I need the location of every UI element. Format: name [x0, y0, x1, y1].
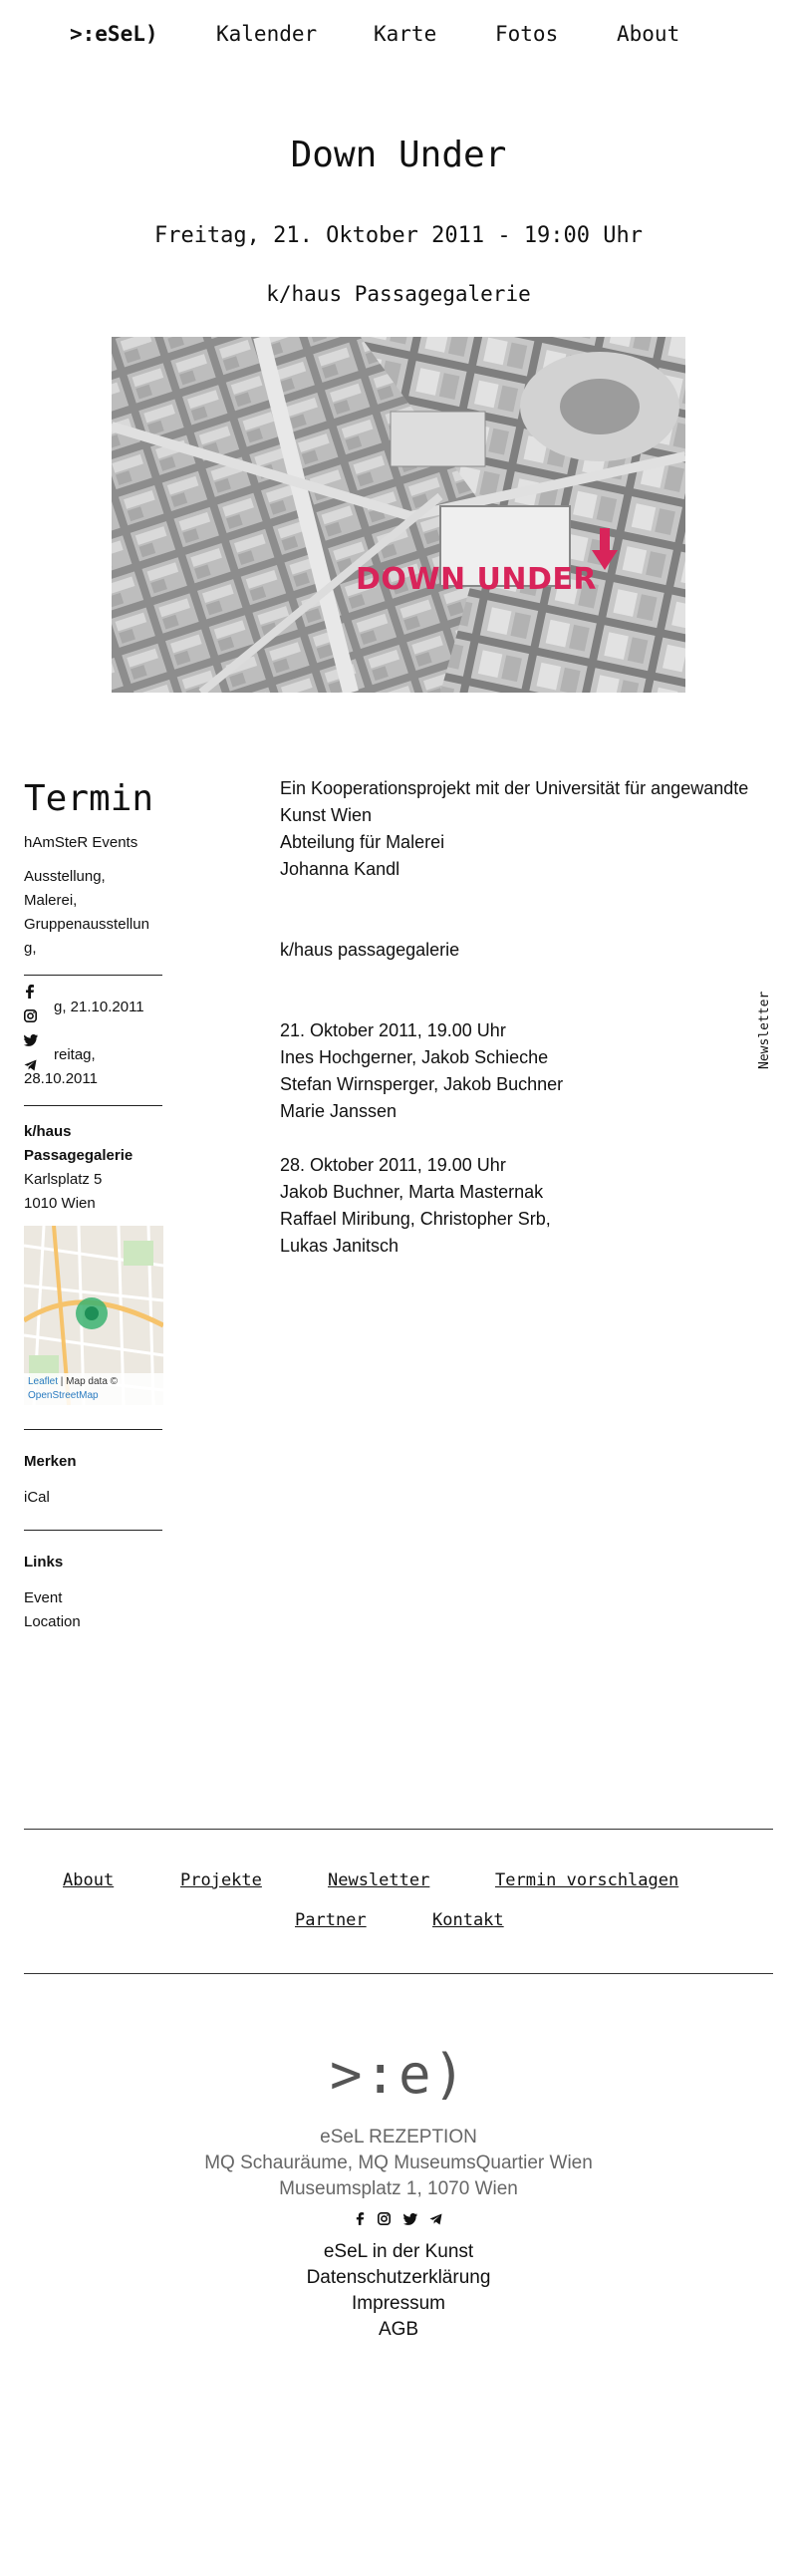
divider [24, 1429, 162, 1430]
intro-line: Kunst Wien [280, 805, 373, 825]
nav-karte[interactable]: Karte [374, 22, 437, 46]
event-datetime: Freitag, 21. Oktober 2011 - 19:00 Uhr [153, 223, 644, 248]
footer-link-datenschutz[interactable]: Datenschutzerklärung [306, 2267, 491, 2288]
opening-1-date: 21. Oktober 2011, 19.00 Uhr [280, 1020, 506, 1040]
date-start: g, 21.10.2011 [54, 999, 144, 1015]
opening-2-artists: Jakob Buchner, Marta Masternak [280, 1182, 544, 1202]
footer-divider-bottom [24, 1973, 773, 1974]
footer-address [0, 2125, 797, 2202]
footer-social-icons [0, 2212, 797, 2230]
opening-1-artists: Ines Hochgerner, Jakob Schieche [280, 1047, 549, 1067]
opening-2-date: 28. Oktober 2011, 19.00 Uhr [280, 1155, 506, 1175]
category-item[interactable]: Gruppenausstellun [24, 916, 149, 933]
footer-divider-top [24, 1829, 773, 1830]
opening-2-artists: Raffael Miribung, Christopher Srb, [280, 1209, 551, 1229]
facebook-icon[interactable] [355, 2212, 366, 2228]
intro-line: Abteilung für Malerei [280, 832, 445, 852]
footer-link-agb[interactable]: AGB [378, 2319, 419, 2340]
event-description [280, 775, 778, 1260]
intro-line: Johanna Kandl [280, 859, 400, 879]
footer-logo[interactable]: >:e) [329, 2043, 468, 2106]
organizer[interactable]: hAmSteR Events [24, 834, 138, 851]
footer-link-kontakt[interactable]: Kontakt [432, 1910, 504, 1930]
telegram-icon[interactable] [429, 2212, 442, 2228]
opening-1-artists: Marie Janssen [280, 1101, 398, 1121]
map-data-text: | Map data © [58, 1376, 119, 1387]
osm-link[interactable]: OpenStreetMap [28, 1390, 99, 1401]
site-logo[interactable]: >:eSeL) [70, 22, 158, 46]
footer-link-esel-kunst[interactable]: eSeL in der Kunst [323, 2241, 474, 2262]
instagram-icon[interactable] [378, 2212, 391, 2228]
instagram-icon[interactable] [24, 1009, 46, 1034]
top-navigation [0, 22, 797, 52]
date-end: 28.10.2011 [24, 1070, 98, 1087]
nav-kalender[interactable]: Kalender [216, 22, 318, 46]
facebook-icon[interactable] [24, 985, 46, 1009]
event-link[interactable]: Event [24, 1589, 63, 1606]
social-share-bar [24, 985, 46, 1084]
location-name[interactable]: k/haus [24, 1123, 72, 1140]
footer-link-partner[interactable]: Partner [295, 1910, 367, 1930]
footer-address-line: Museumsplatz 1, 1070 Wien [279, 2178, 518, 2199]
footer-org: eSeL REZEPTION [320, 2127, 477, 2147]
merken-heading: Merken [24, 1453, 77, 1470]
event-sidebar [24, 777, 163, 1634]
aerial-city-photo [112, 337, 685, 693]
divider [24, 1530, 162, 1531]
intro-line: Ein Kooperationsprojekt mit der Universität für angewandte [280, 778, 749, 798]
twitter-icon[interactable] [24, 1034, 46, 1059]
footer-address-line: MQ Schauräume, MQ MuseumsQuartier Wien [204, 2152, 593, 2173]
category-item[interactable]: Malerei, [24, 892, 78, 909]
links-heading: Links [24, 1554, 64, 1571]
footer-link-termin-vorschlagen[interactable]: Termin vorschlagen [495, 1870, 679, 1890]
ical-link[interactable]: iCal [24, 1489, 50, 1506]
leaflet-link[interactable]: Leaflet [28, 1376, 59, 1387]
category-item[interactable]: g, [24, 940, 37, 957]
nav-fotos[interactable]: Fotos [495, 22, 559, 46]
location-city: 1010 Wien [24, 1195, 96, 1212]
footer-link-impressum[interactable]: Impressum [352, 2293, 445, 2314]
categories [24, 865, 163, 961]
category-item[interactable]: Ausstellung, [24, 868, 106, 885]
event-image [112, 337, 685, 693]
footer-link-projekte[interactable]: Projekte [180, 1870, 262, 1890]
newsletter-tab[interactable]: Newsletter [757, 991, 772, 1069]
opening-2-artists: Lukas Janitsch [280, 1236, 399, 1256]
location-map[interactable] [24, 1226, 163, 1405]
event-venue: k/haus Passagegalerie [266, 282, 531, 306]
opening-1-artists: Stefan Wirnsperger, Jakob Buchner [280, 1074, 564, 1094]
telegram-icon[interactable] [24, 1059, 46, 1084]
nav-about[interactable]: About [617, 22, 680, 46]
location-name-2[interactable]: Passagegalerie [24, 1147, 133, 1164]
location-link[interactable]: Location [24, 1613, 81, 1630]
footer-link-newsletter[interactable]: Newsletter [328, 1870, 430, 1890]
footer-link-about[interactable]: About [63, 1870, 115, 1890]
map-attribution [24, 1373, 163, 1405]
footer-legal-links [0, 2239, 797, 2343]
divider [24, 975, 162, 976]
sidebar-heading: Termin [24, 778, 154, 819]
divider [24, 1105, 162, 1106]
image-caption: DOWN UNDER [356, 562, 598, 597]
event-title: Down Under [290, 135, 507, 175]
twitter-icon[interactable] [403, 2212, 417, 2228]
location-street: Karlsplatz 5 [24, 1171, 103, 1188]
date-end-label: reitag, [54, 1046, 96, 1063]
venue-line: k/haus passagegalerie [280, 940, 460, 960]
